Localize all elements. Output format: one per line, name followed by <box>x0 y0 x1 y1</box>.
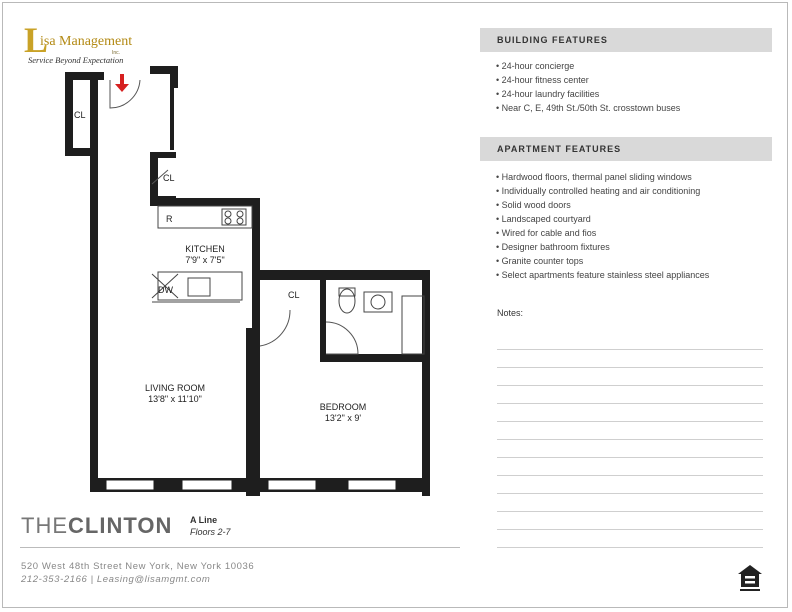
living-room-label: LIVING ROOM 13'8" x 11'10" <box>144 383 205 404</box>
note-line[interactable] <box>497 422 763 440</box>
note-line[interactable] <box>497 440 763 458</box>
note-line[interactable] <box>497 332 763 350</box>
list-item: • 24-hour fitness center <box>496 75 589 85</box>
note-line[interactable] <box>497 476 763 494</box>
logo-mark: L <box>24 20 49 60</box>
logo-inc: Inc. <box>112 50 121 56</box>
kitchen-label: KITCHEN 7'9" x 7'5" <box>185 244 225 265</box>
notes-label: Notes: <box>497 308 524 318</box>
list-item: • Solid wood doors <box>496 200 571 210</box>
line-info <box>190 514 231 538</box>
closet-top-label: CL <box>74 110 86 120</box>
dishwasher-label: DW <box>158 285 173 295</box>
note-line[interactable] <box>497 494 763 512</box>
list-item: • 24-hour concierge <box>496 61 575 71</box>
building-address: 520 West 48th Street New York, New York 10036 <box>21 561 255 572</box>
building-features-list <box>496 59 680 115</box>
line-name: A Line <box>190 515 218 525</box>
note-line[interactable] <box>497 530 763 548</box>
list-item: • Landscaped courtyard <box>496 214 591 224</box>
floors-range: Floors 2-7 <box>190 527 231 537</box>
walls <box>65 66 430 496</box>
note-line[interactable] <box>497 458 763 476</box>
note-line[interactable] <box>497 404 763 422</box>
floor-plan-drawing <box>60 66 440 502</box>
building-features-heading: BUILDING FEATURES <box>480 28 772 52</box>
list-item: • Individually controlled heating and air conditioning <box>496 186 701 196</box>
company-logo <box>24 22 164 66</box>
closet-hall-label: CL <box>163 173 175 183</box>
floor-plan <box>60 66 440 502</box>
list-item: • Designer bathroom fixtures <box>496 242 610 252</box>
list-item: • Granite counter tops <box>496 256 584 266</box>
closet-bedroom-label: CL <box>288 290 300 300</box>
list-item: • Select apartments feature stainless steel appliances <box>496 270 710 280</box>
note-line[interactable] <box>497 512 763 530</box>
notes-lines[interactable] <box>497 332 763 548</box>
apartment-features-heading: APARTMENT FEATURES <box>480 137 772 161</box>
list-item: • Near C, E, 49th St./50th St. crosstown buses <box>496 103 681 113</box>
logo-tagline: Service Beyond Expectation <box>28 55 124 65</box>
apartment-features-list <box>496 170 709 282</box>
logo-name: isa Management <box>40 34 133 49</box>
entry-arrow-icon <box>115 74 129 92</box>
building-title: THECLINTON <box>21 513 173 538</box>
footer-divider <box>20 547 460 548</box>
note-line[interactable] <box>497 386 763 404</box>
bedroom-label: BEDROOM 13'2" x 9' <box>319 402 367 423</box>
list-item: • Hardwood floors, thermal panel sliding windows <box>496 172 692 182</box>
leasing-contact: 212-353-2166 | Leasing@lisamgmt.com <box>21 574 211 585</box>
list-item: • 24-hour laundry facilities <box>496 89 600 99</box>
note-line[interactable] <box>497 368 763 386</box>
equal-housing-opportunity-icon <box>737 563 763 593</box>
note-line[interactable] <box>497 350 763 368</box>
bath-fixtures <box>339 288 424 354</box>
refrigerator-label: R <box>166 214 173 224</box>
list-item: • Wired for cable and fios <box>496 228 597 238</box>
